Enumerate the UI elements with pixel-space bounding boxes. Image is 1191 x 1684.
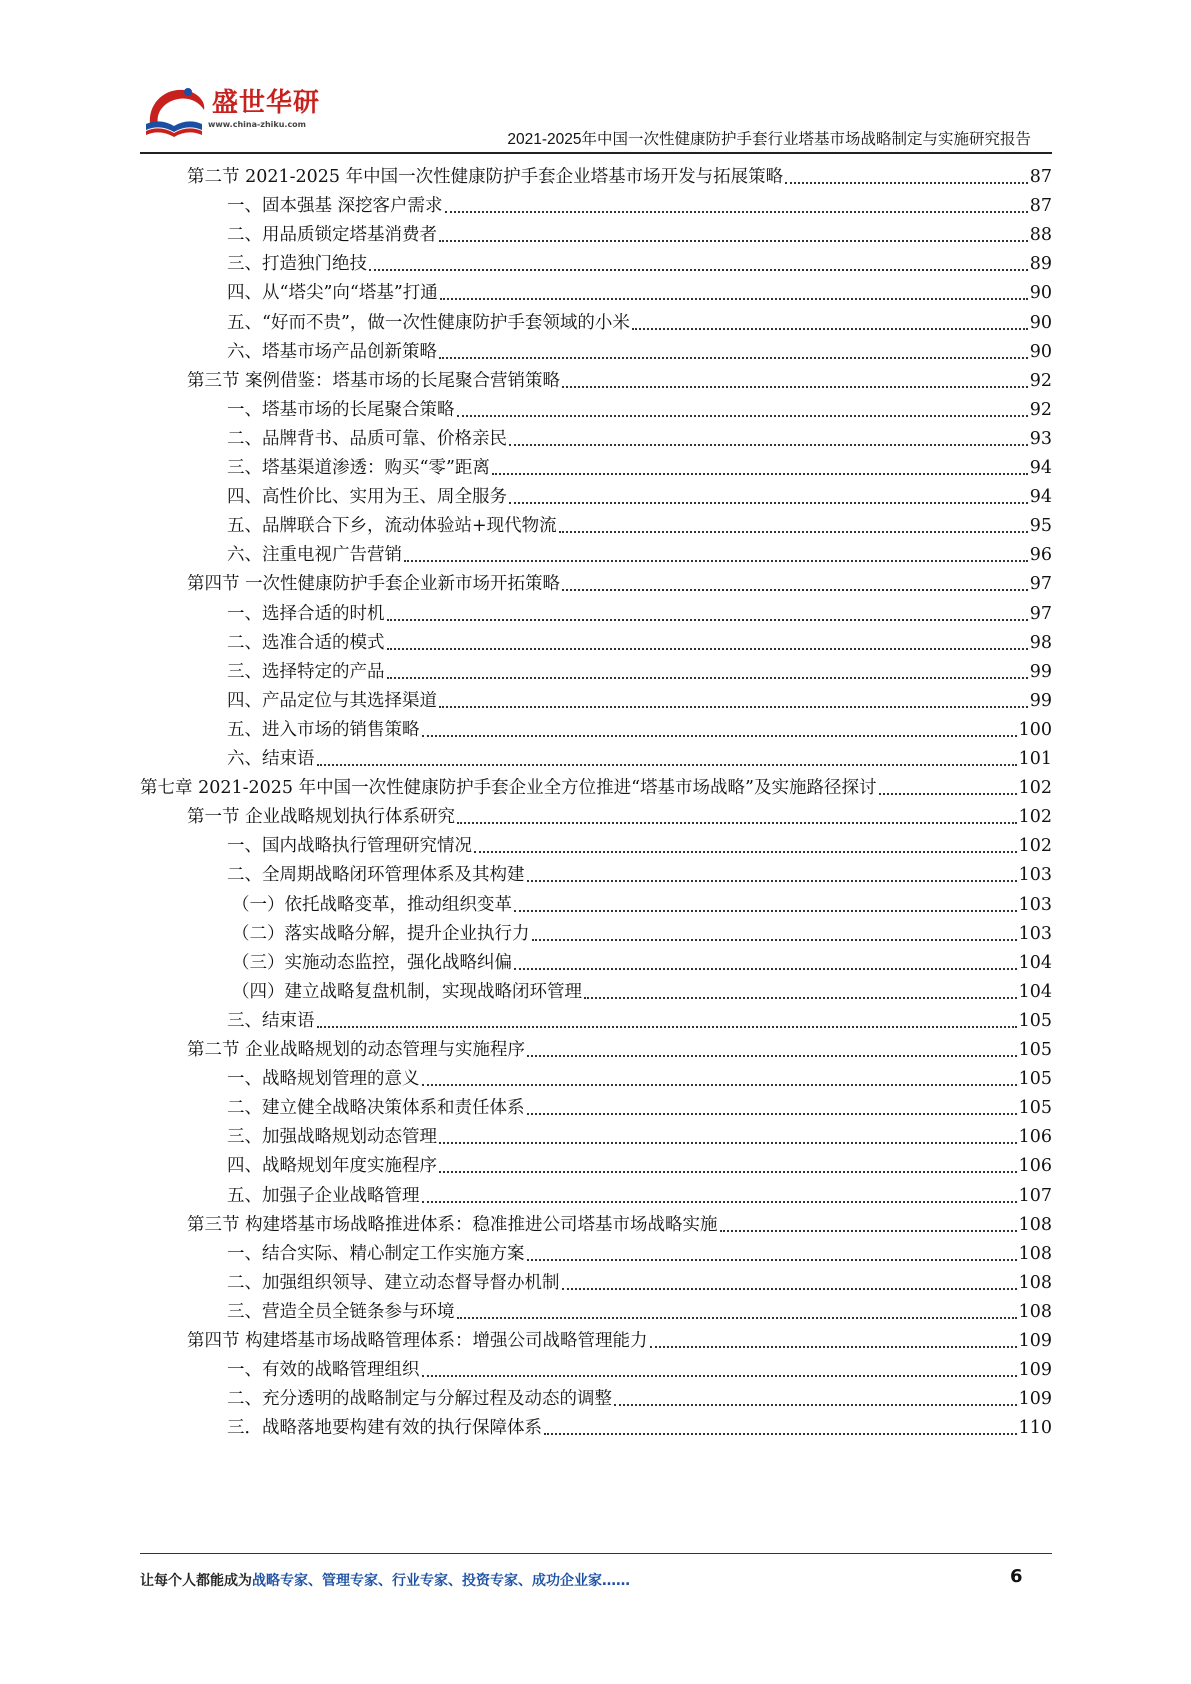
toc-entry[interactable]	[227, 220, 1052, 251]
toc-entry[interactable]	[227, 744, 1052, 775]
toc-entry-title: 一、选择合适的时机	[227, 603, 385, 624]
toc-entry-title: （二）落实战略分解，提升企业执行力	[232, 923, 530, 944]
toc-page-number: 87	[1029, 167, 1052, 187]
toc-page-number: 90	[1029, 283, 1052, 304]
toc-dot-leader	[439, 239, 1028, 242]
toc-dot-leader	[720, 1229, 1017, 1232]
toc-dot-leader	[387, 647, 1028, 650]
toc-page-number: 102	[1018, 778, 1052, 799]
toc-dot-leader	[317, 1025, 1017, 1028]
toc-page-number: 90	[1029, 341, 1052, 362]
toc-entry[interactable]	[227, 599, 1052, 630]
toc-entry[interactable]	[227, 1268, 1052, 1299]
toc-entry-title: 四、战略规划年度实施程序	[227, 1156, 437, 1177]
toc-page-number: 105	[1018, 1040, 1052, 1060]
toc-page-number: 105	[1018, 1069, 1052, 1090]
toc-entry[interactable]	[227, 540, 1052, 571]
toc-dot-leader	[387, 676, 1028, 679]
toc-entry[interactable]	[187, 1326, 1052, 1357]
header-divider	[140, 152, 1052, 154]
toc-page-number: 103	[1018, 894, 1052, 915]
toc-dot-leader	[439, 1141, 1017, 1144]
toc-dot-leader	[369, 268, 1028, 271]
toc-page-number: 97	[1029, 574, 1052, 595]
toc-entry[interactable]	[232, 890, 1052, 921]
toc-page-number: 94	[1029, 487, 1052, 508]
toc-entry-title: 五、进入市场的销售策略	[227, 719, 420, 740]
toc-entry[interactable]	[227, 1122, 1052, 1153]
toc-dot-leader	[527, 1054, 1017, 1057]
toc-page-number: 102	[1018, 836, 1052, 857]
toc-page-number: 109	[1018, 1331, 1052, 1351]
toc-entry[interactable]	[187, 162, 1052, 193]
toc-dot-leader	[422, 1374, 1017, 1377]
toc-entry[interactable]	[232, 977, 1052, 1008]
toc-dot-leader	[404, 559, 1028, 562]
toc-entry[interactable]	[227, 511, 1052, 542]
toc-entry-title: 一、结合实际、精心制定工作实施方案	[227, 1243, 525, 1264]
toc-entry[interactable]	[227, 453, 1052, 484]
toc-entry-title: 一、固本强基 深挖客户需求	[227, 196, 443, 217]
toc-entry-title: 一、塔基市场的长尾聚合策略	[227, 399, 455, 420]
toc-page-number: 87	[1029, 196, 1052, 217]
toc-entry-title: 六、注重电视广告营销	[227, 545, 402, 566]
toc-entry[interactable]	[227, 249, 1052, 280]
toc-entry-title: 二、品牌背书、品质可靠、价格亲民	[227, 428, 507, 449]
toc-entry-title: 四、从“塔尖”向“塔基”打通	[227, 283, 438, 304]
toc-dot-leader	[445, 210, 1028, 213]
toc-entry-title: 六、塔基市场产品创新策略	[227, 341, 437, 362]
toc-entry-title: 三、塔基渠道渗透：购买“零”距离	[227, 458, 490, 478]
toc-entry[interactable]	[227, 1093, 1052, 1124]
toc-dot-leader	[439, 1170, 1017, 1173]
toc-dot-leader	[439, 356, 1028, 359]
toc-entry-title: 五、“好而不贵”，做一次性健康防护手套领域的小米	[227, 312, 630, 333]
toc-dot-leader	[439, 705, 1028, 708]
toc-dot-leader	[527, 1112, 1017, 1115]
toc-dot-leader	[422, 1083, 1017, 1086]
toc-entry-title: 三、结束语	[227, 1010, 315, 1031]
toc-page-number: 99	[1029, 690, 1052, 711]
toc-dot-leader	[457, 821, 1017, 824]
page-header	[0, 0, 1191, 160]
toc-entry[interactable]	[187, 366, 1052, 397]
toc-dot-leader	[544, 1432, 1017, 1435]
toc-dot-leader	[584, 996, 1017, 999]
toc-entry[interactable]	[227, 1413, 1052, 1444]
toc-entry-title: 四、高性价比、实用为王、周全服务	[227, 487, 507, 508]
toc-entry[interactable]	[227, 860, 1052, 891]
toc-entry-title: 二、用品质锁定塔基消费者	[227, 225, 437, 246]
toc-dot-leader	[559, 530, 1028, 533]
toc-page-number: 97	[1029, 603, 1052, 624]
toc-dot-leader	[532, 938, 1017, 941]
brand-logo	[140, 80, 330, 150]
toc-entry[interactable]	[227, 686, 1052, 717]
toc-entry[interactable]	[227, 424, 1052, 455]
toc-dot-leader	[474, 850, 1017, 853]
toc-dot-leader	[514, 967, 1017, 970]
toc-entry[interactable]	[227, 1151, 1052, 1182]
toc-page-number: 96	[1029, 545, 1052, 566]
toc-entry[interactable]	[140, 773, 1052, 804]
brand-url: www.china-zhiku.com	[208, 120, 307, 129]
toc-dot-leader	[492, 472, 1028, 475]
toc-dot-leader	[457, 414, 1028, 417]
slogan-prefix: 让每个人都能成为	[140, 1573, 252, 1589]
toc-dot-leader	[457, 1316, 1017, 1319]
toc-dot-leader	[509, 443, 1028, 446]
toc-dot-leader	[527, 879, 1017, 882]
toc-entry[interactable]	[227, 715, 1052, 746]
brand-logo-icon	[140, 80, 210, 142]
toc-dot-leader	[509, 501, 1028, 504]
toc-entry[interactable]	[227, 1239, 1052, 1270]
toc-page-number: 93	[1029, 428, 1052, 449]
toc-page-number: 92	[1029, 370, 1052, 391]
toc-dot-leader	[879, 792, 1017, 795]
toc-page-number: 106	[1018, 1156, 1052, 1177]
toc-entry-title: 五、品牌联合下乡，流动体验站+现代物流	[227, 516, 557, 537]
toc-page-number: 108	[1018, 1243, 1052, 1264]
toc-page-number: 92	[1029, 399, 1052, 420]
toc-dot-leader	[650, 1345, 1017, 1348]
toc-entry[interactable]	[232, 919, 1052, 950]
toc-page-number: 103	[1018, 923, 1052, 944]
toc-entry-title: （四）建立战略复盘机制，实现战略闭环管理	[232, 981, 582, 1002]
toc-page-number: 106	[1018, 1127, 1052, 1148]
toc-entry-title: 三、打造独门绝技	[227, 254, 367, 275]
toc-entry[interactable]	[187, 1210, 1052, 1241]
toc-dot-leader	[440, 297, 1028, 300]
toc-entry-title: 第七章 2021-2025 年中国一次性健康防护手套企业全方位推进“塔基市场战略”及实施路径探讨	[140, 778, 877, 799]
toc-page-number: 110	[1018, 1418, 1052, 1439]
toc-entry[interactable]	[227, 1064, 1052, 1095]
toc-dot-leader	[514, 909, 1017, 912]
toc-entry-title: 第一节 企业战略规划执行体系研究	[187, 807, 456, 828]
toc-entry[interactable]	[227, 1297, 1052, 1328]
toc-page-number: 94	[1029, 458, 1052, 478]
toc-entry-title: 第三节 构建塔基市场战略推进体系：稳准推进公司塔基市场战略实施	[187, 1214, 718, 1235]
toc-entry[interactable]	[227, 337, 1052, 368]
toc-entry-title: 三．战略落地要构建有效的执行保障体系	[227, 1418, 542, 1439]
toc-page-number: 100	[1018, 719, 1052, 740]
toc-entry[interactable]	[227, 1181, 1052, 1212]
toc-dot-leader	[785, 181, 1028, 184]
toc-entry-title: 一、国内战略执行管理研究情况	[227, 836, 472, 857]
toc-page-number: 103	[1018, 865, 1052, 886]
toc-dot-leader	[632, 327, 1028, 330]
toc-dot-leader	[527, 1258, 1017, 1261]
toc-dot-leader	[422, 1200, 1017, 1203]
toc-page-number: 108	[1018, 1214, 1052, 1235]
toc-entry-title: 第二节 2021-2025 年中国一次性健康防护手套企业塔基市场开发与拓展策略	[187, 167, 784, 187]
toc-page-number: 109	[1018, 1360, 1052, 1381]
toc-dot-leader	[614, 1403, 1017, 1406]
toc-entry-title: 一、有效的战略管理组织	[227, 1360, 420, 1381]
toc-entry-title: 二、加强组织领导、建立动态督导督办机制	[227, 1272, 560, 1293]
toc-entry-title: 三、选择特定的产品	[227, 661, 385, 682]
toc-entry[interactable]	[227, 308, 1052, 339]
toc-entry-title: 第三节 案例借鉴：塔基市场的长尾聚合营销策略	[187, 370, 561, 391]
slogan-highlight: 战略专家、管理专家、行业专家、投资专家、成功企业家……	[252, 1573, 630, 1589]
toc-dot-leader	[562, 1287, 1017, 1290]
toc-entry-title: 二、建立健全战略决策体系和责任体系	[227, 1098, 525, 1119]
toc-entry[interactable]	[227, 395, 1052, 426]
toc-page-number: 98	[1029, 632, 1052, 653]
toc-page-number: 104	[1018, 952, 1052, 973]
toc-entry-title: 一、战略规划管理的意义	[227, 1069, 420, 1090]
toc-entry-title: 第四节 构建塔基市场战略管理体系：增强公司战略管理能力	[187, 1331, 648, 1351]
toc-entry[interactable]	[187, 569, 1052, 600]
toc-entry[interactable]	[227, 657, 1052, 688]
toc-dot-leader	[562, 588, 1028, 591]
toc-page-number: 88	[1029, 225, 1052, 246]
toc-entry-title: 五、加强子企业战略管理	[227, 1185, 420, 1206]
footer-slogan	[140, 1570, 630, 1590]
toc-entry[interactable]	[187, 1035, 1052, 1066]
toc-entry-title: 二、选准合适的模式	[227, 632, 385, 653]
toc-entry-title: 六、结束语	[227, 749, 315, 769]
toc-entry[interactable]	[227, 628, 1052, 659]
toc-entry-title: 三、加强战略规划动态管理	[227, 1127, 437, 1148]
toc-entry-title: （三）实施动态监控，强化战略纠偏	[232, 952, 512, 973]
toc-page-number: 108	[1018, 1272, 1052, 1293]
toc-entry[interactable]	[232, 948, 1052, 979]
toc-entry-title: （一）依托战略变革，推动组织变革	[232, 894, 512, 915]
toc-page-number: 107	[1018, 1185, 1052, 1206]
toc-entry[interactable]	[227, 1384, 1052, 1415]
report-title: 2021-2025年中国一次性健康防护手套行业塔基市场战略制定与实施研究报告	[507, 131, 1031, 148]
toc-entry-title: 二、充分透明的战略制定与分解过程及动态的调整	[227, 1389, 612, 1410]
page-number: 6	[1010, 1566, 1023, 1587]
toc-entry[interactable]	[227, 278, 1052, 309]
toc-entry[interactable]	[227, 1006, 1052, 1037]
toc-entry[interactable]	[187, 802, 1052, 833]
toc-dot-leader	[317, 763, 1017, 766]
toc-entry-title: 第四节 一次性健康防护手套企业新市场开拓策略	[187, 574, 561, 595]
toc-entry[interactable]	[227, 831, 1052, 862]
toc-dot-leader	[387, 618, 1028, 621]
toc-dot-leader	[562, 385, 1028, 388]
toc-dot-leader	[422, 734, 1017, 737]
footer-divider	[140, 1553, 1052, 1554]
toc-entry[interactable]	[227, 191, 1052, 222]
brand-name: 盛世华研	[212, 88, 321, 118]
toc-page-number: 101	[1018, 749, 1052, 769]
toc-page-number: 105	[1018, 1098, 1052, 1119]
toc-page-number: 109	[1018, 1389, 1052, 1410]
toc-page-number: 90	[1029, 312, 1052, 333]
toc-entry-title: 二、全周期战略闭环管理体系及其构建	[227, 865, 525, 886]
toc-entry-title: 四、产品定位与其选择渠道	[227, 690, 437, 711]
toc-page-number: 102	[1018, 807, 1052, 828]
toc-entry-title: 第二节 企业战略规划的动态管理与实施程序	[187, 1040, 526, 1060]
toc-entry-title: 三、营造全员全链条参与环境	[227, 1301, 455, 1322]
toc-page-number: 89	[1029, 254, 1052, 275]
toc-page-number: 99	[1029, 661, 1052, 682]
toc-entry[interactable]	[227, 482, 1052, 513]
toc-page-number: 95	[1029, 516, 1052, 537]
toc-page-number: 108	[1018, 1301, 1052, 1322]
toc-page-number: 104	[1018, 981, 1052, 1002]
toc-entry[interactable]	[227, 1355, 1052, 1386]
toc-page-number: 105	[1018, 1010, 1052, 1031]
